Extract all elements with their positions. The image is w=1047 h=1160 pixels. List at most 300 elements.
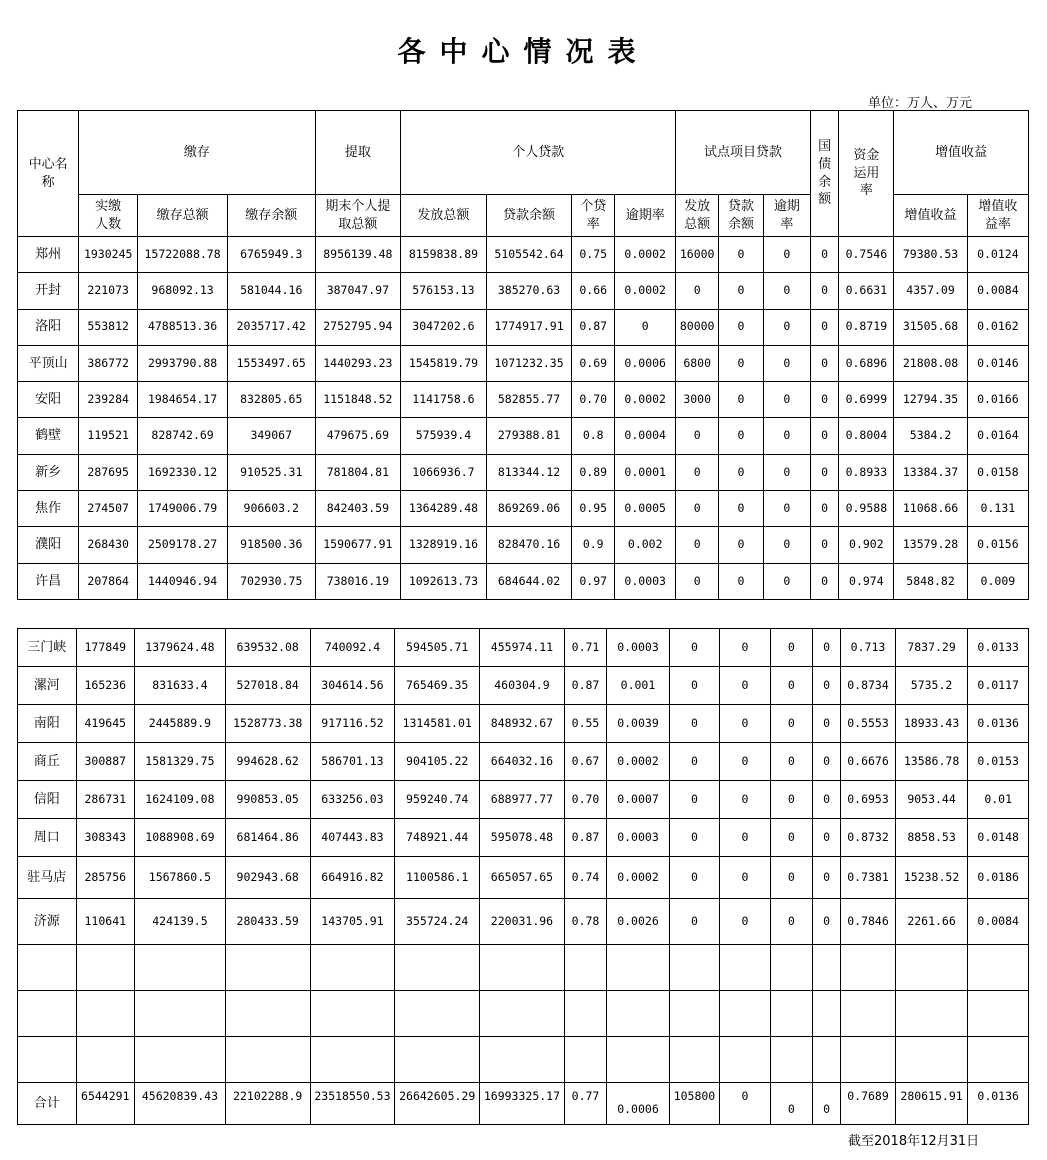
table-cell: 0.0164 bbox=[967, 418, 1028, 454]
table-cell bbox=[607, 991, 670, 1037]
table-cell: 0 bbox=[770, 667, 812, 705]
table-cell bbox=[720, 1037, 770, 1083]
row-label bbox=[18, 991, 77, 1037]
table-cell: 455974.11 bbox=[480, 629, 565, 667]
table-cell: 0 bbox=[669, 857, 719, 899]
table-cell: 23518550.53 bbox=[310, 1083, 395, 1125]
table-cell: 918500.36 bbox=[227, 527, 315, 563]
table-row bbox=[18, 418, 1029, 454]
table-cell: 0 bbox=[763, 309, 810, 345]
table-cell bbox=[564, 945, 606, 991]
table-cell: 0 bbox=[813, 819, 841, 857]
table-cell: 11068.66 bbox=[894, 491, 967, 527]
table-cell: 0.97 bbox=[572, 563, 615, 599]
table-cell: 639532.08 bbox=[225, 629, 310, 667]
table-row bbox=[18, 563, 1029, 599]
table-cell: 0.71 bbox=[564, 629, 606, 667]
table-cell: 0 bbox=[676, 418, 719, 454]
table-cell: 0.0039 bbox=[607, 705, 670, 743]
row-label: 开封 bbox=[18, 273, 79, 309]
table-cell: 143705.91 bbox=[310, 899, 395, 945]
table-row bbox=[18, 309, 1029, 345]
table-cell: 280433.59 bbox=[225, 899, 310, 945]
table-row bbox=[18, 743, 1029, 781]
table-cell: 1379624.48 bbox=[135, 629, 226, 667]
table-row bbox=[18, 705, 1029, 743]
table-cell: 0.75 bbox=[572, 237, 615, 273]
table-cell: 280615.91 bbox=[895, 1083, 968, 1125]
table-cell: 0 bbox=[813, 629, 841, 667]
row-label: 许昌 bbox=[18, 563, 79, 599]
row-label: 周口 bbox=[18, 819, 77, 857]
table-cell: 0.9 bbox=[572, 527, 615, 563]
table-cell: 0 bbox=[813, 899, 841, 945]
table-cell: 0.131 bbox=[967, 491, 1028, 527]
table-cell: 0 bbox=[719, 273, 764, 309]
table-cell: 3047202.6 bbox=[401, 309, 487, 345]
table-cell: 765469.35 bbox=[395, 667, 480, 705]
row-label: 平顶山 bbox=[18, 345, 79, 381]
table-cell: 13579.28 bbox=[894, 527, 967, 563]
table-cell: 0.0124 bbox=[967, 237, 1028, 273]
table-cell: 0 bbox=[770, 781, 812, 819]
table-cell: 594505.71 bbox=[395, 629, 480, 667]
table-row bbox=[18, 382, 1029, 418]
table-cell: 0 bbox=[720, 1083, 770, 1125]
table-cell: 304614.56 bbox=[310, 667, 395, 705]
table-cell: 0 bbox=[763, 418, 810, 454]
table-cell: 0.7689 bbox=[841, 1083, 895, 1125]
table-cell: 0.67 bbox=[564, 743, 606, 781]
table-cell: 0.7846 bbox=[841, 899, 895, 945]
table-cell: 0 bbox=[719, 309, 764, 345]
table-cell: 0.0002 bbox=[607, 743, 670, 781]
table-cell: 582855.77 bbox=[486, 382, 572, 418]
table-cell: 16000 bbox=[676, 237, 719, 273]
table-cell: 1590677.91 bbox=[315, 527, 401, 563]
summary-table-top bbox=[17, 110, 1029, 600]
table-row bbox=[18, 945, 1029, 991]
table-cell: 0.74 bbox=[564, 857, 606, 899]
table-cell: 595078.48 bbox=[480, 819, 565, 857]
table-cell: 355724.24 bbox=[395, 899, 480, 945]
unit-label: 单位：万人、万元 bbox=[868, 96, 973, 111]
table-row bbox=[18, 237, 1029, 273]
table-cell: 0 bbox=[763, 237, 810, 273]
table-cell: 740092.4 bbox=[310, 629, 395, 667]
table-cell: 45620839.43 bbox=[135, 1083, 226, 1125]
table-cell: 0 bbox=[720, 705, 770, 743]
table-cell: 813344.12 bbox=[486, 454, 572, 490]
table-cell: 0 bbox=[763, 345, 810, 381]
table-cell: 300887 bbox=[76, 743, 135, 781]
table-cell: 18933.43 bbox=[895, 705, 968, 743]
row-label: 新乡 bbox=[18, 454, 79, 490]
table-cell: 748921.44 bbox=[395, 819, 480, 857]
table-cell: 681464.86 bbox=[225, 819, 310, 857]
table-cell bbox=[669, 991, 719, 1037]
table-cell: 0.0007 bbox=[607, 781, 670, 819]
table-cell: 22102288.9 bbox=[225, 1083, 310, 1125]
table-cell: 0 bbox=[763, 527, 810, 563]
row-label: 郑州 bbox=[18, 237, 79, 273]
table-cell: 1328919.16 bbox=[401, 527, 487, 563]
table-row bbox=[18, 1083, 1029, 1125]
table-cell: 959240.74 bbox=[395, 781, 480, 819]
table-cell: 0 bbox=[719, 527, 764, 563]
table-row bbox=[18, 345, 1029, 381]
table-row bbox=[18, 491, 1029, 527]
table-cell: 2509178.27 bbox=[138, 527, 228, 563]
table-cell: 31505.68 bbox=[894, 309, 967, 345]
table-cell: 0 bbox=[720, 781, 770, 819]
table-cell bbox=[395, 1037, 480, 1083]
table-cell: 581044.16 bbox=[227, 273, 315, 309]
row-label: 漯河 bbox=[18, 667, 77, 705]
table-cell: 832805.65 bbox=[227, 382, 315, 418]
table-cell: 869269.06 bbox=[486, 491, 572, 527]
table-cell: 2993790.88 bbox=[138, 345, 228, 381]
table-cell: 910525.31 bbox=[227, 454, 315, 490]
table-cell: 664916.82 bbox=[310, 857, 395, 899]
table-cell: 0.0002 bbox=[615, 273, 676, 309]
table-cell: 220031.96 bbox=[480, 899, 565, 945]
table-cell: 0 bbox=[719, 345, 764, 381]
table-cell: 0 bbox=[669, 819, 719, 857]
table-cell: 904105.22 bbox=[395, 743, 480, 781]
header-withdraw: 提取 bbox=[315, 111, 401, 195]
table-cell: 0 bbox=[719, 382, 764, 418]
table-cell: 239284 bbox=[79, 382, 138, 418]
table-cell: 842403.59 bbox=[315, 491, 401, 527]
row-label: 三门峡 bbox=[18, 629, 77, 667]
subheader-pilot-overdue: 逾期率 bbox=[763, 195, 810, 237]
row-label: 安阳 bbox=[18, 382, 79, 418]
table-cell: 0.0186 bbox=[968, 857, 1029, 899]
table-cell: 1151848.52 bbox=[315, 382, 401, 418]
table-cell bbox=[813, 991, 841, 1037]
table-cell: 688977.77 bbox=[480, 781, 565, 819]
table-cell: 4357.09 bbox=[894, 273, 967, 309]
table-cell: 0.0136 bbox=[968, 705, 1029, 743]
table-cell: 0 bbox=[676, 563, 719, 599]
table-cell: 1624109.08 bbox=[135, 781, 226, 819]
table-cell: 0 bbox=[676, 454, 719, 490]
table-cell: 664032.16 bbox=[480, 743, 565, 781]
table-cell bbox=[564, 991, 606, 1037]
table-cell bbox=[841, 945, 895, 991]
subheader-loan-balance: 贷款余额 bbox=[486, 195, 572, 237]
table-cell bbox=[76, 945, 135, 991]
table-cell: 781804.81 bbox=[315, 454, 401, 490]
table-cell: 0 bbox=[763, 382, 810, 418]
table-cell: 13586.78 bbox=[895, 743, 968, 781]
table-cell: 2752795.94 bbox=[315, 309, 401, 345]
table-cell: 0 bbox=[719, 563, 764, 599]
table-cell: 0.0084 bbox=[967, 273, 1028, 309]
row-label bbox=[18, 945, 77, 991]
footer-date: 截至2018年12月31日 bbox=[848, 1134, 980, 1149]
table-cell bbox=[770, 991, 812, 1037]
table-cell: 0.0004 bbox=[615, 418, 676, 454]
table-cell: 1749006.79 bbox=[138, 491, 228, 527]
table-cell: 0.8734 bbox=[841, 667, 895, 705]
subheader-withdraw-total: 期末个人提取总额 bbox=[315, 195, 401, 237]
table-cell: 0.95 bbox=[572, 491, 615, 527]
table-cell: 0 bbox=[810, 563, 839, 599]
table-cell: 8956139.48 bbox=[315, 237, 401, 273]
table-cell: 0.0002 bbox=[607, 857, 670, 899]
table-row bbox=[18, 857, 1029, 899]
table-cell: 0.0166 bbox=[967, 382, 1028, 418]
table-cell: 386772 bbox=[79, 345, 138, 381]
header-bond-balance: 国债余额 bbox=[810, 111, 839, 237]
table-cell: 6544291 bbox=[76, 1083, 135, 1125]
table-cell: 0.70 bbox=[572, 382, 615, 418]
table-cell: 0.902 bbox=[839, 527, 894, 563]
table-cell: 828742.69 bbox=[138, 418, 228, 454]
table-cell: 1774917.91 bbox=[486, 309, 572, 345]
table-cell: 460304.9 bbox=[480, 667, 565, 705]
table-cell: 994628.62 bbox=[225, 743, 310, 781]
table-cell bbox=[480, 945, 565, 991]
table-row bbox=[18, 781, 1029, 819]
table-cell: 0 bbox=[813, 667, 841, 705]
table-cell: 80000 bbox=[676, 309, 719, 345]
table-cell: 0.5553 bbox=[841, 705, 895, 743]
table-cell: 0 bbox=[676, 273, 719, 309]
table-cell: 5848.82 bbox=[894, 563, 967, 599]
table-cell: 0.55 bbox=[564, 705, 606, 743]
table-cell: 349067 bbox=[227, 418, 315, 454]
table-cell bbox=[76, 991, 135, 1037]
subheader-deposit-balance: 缴存余额 bbox=[227, 195, 315, 237]
table-cell: 0.0002 bbox=[615, 382, 676, 418]
row-label: 南阳 bbox=[18, 705, 77, 743]
table-cell: 553812 bbox=[79, 309, 138, 345]
subheader-pilot-issued: 发放总额 bbox=[676, 195, 719, 237]
table-cell: 0 bbox=[810, 454, 839, 490]
header-deposit: 缴存 bbox=[79, 111, 315, 195]
table-cell: 479675.69 bbox=[315, 418, 401, 454]
table-cell: 15238.52 bbox=[895, 857, 968, 899]
row-label: 濮阳 bbox=[18, 527, 79, 563]
table-cell: 4788513.36 bbox=[138, 309, 228, 345]
table-cell: 0 bbox=[770, 899, 812, 945]
table-cell bbox=[895, 945, 968, 991]
table-cell: 0 bbox=[810, 527, 839, 563]
subheader-value-added-rate: 增值收益率 bbox=[967, 195, 1028, 237]
table-cell: 1066936.7 bbox=[401, 454, 487, 490]
table-cell: 0 bbox=[719, 418, 764, 454]
table-cell: 268430 bbox=[79, 527, 138, 563]
table-cell: 0 bbox=[669, 629, 719, 667]
table-cell bbox=[770, 945, 812, 991]
table-cell: 0 bbox=[615, 309, 676, 345]
table-cell: 0.0153 bbox=[968, 743, 1029, 781]
table-cell: 424139.5 bbox=[135, 899, 226, 945]
table-cell: 0.0001 bbox=[615, 454, 676, 490]
table-cell: 1553497.65 bbox=[227, 345, 315, 381]
table-cell: 79380.53 bbox=[894, 237, 967, 273]
table-cell: 0.70 bbox=[564, 781, 606, 819]
table-cell: 2261.66 bbox=[895, 899, 968, 945]
table-cell: 1141758.6 bbox=[401, 382, 487, 418]
table-cell: 917116.52 bbox=[310, 705, 395, 743]
table-cell: 21808.08 bbox=[894, 345, 967, 381]
table-cell: 1581329.75 bbox=[135, 743, 226, 781]
table-cell: 0 bbox=[770, 629, 812, 667]
subheader-loan-ratio: 个贷率 bbox=[572, 195, 615, 237]
table-cell: 576153.13 bbox=[401, 273, 487, 309]
table-cell: 5735.2 bbox=[895, 667, 968, 705]
table-cell: 0 bbox=[669, 781, 719, 819]
table-cell: 279388.81 bbox=[486, 418, 572, 454]
table-cell: 0.009 bbox=[967, 563, 1028, 599]
table-cell: 0 bbox=[810, 237, 839, 273]
table-row bbox=[18, 629, 1029, 667]
table-cell bbox=[669, 945, 719, 991]
header-fund-usage: 资金运用率 bbox=[839, 111, 894, 237]
table-cell: 828470.16 bbox=[486, 527, 572, 563]
table-cell bbox=[225, 991, 310, 1037]
table-cell: 0.6676 bbox=[841, 743, 895, 781]
table-cell bbox=[607, 1037, 670, 1083]
table-cell: 1528773.38 bbox=[225, 705, 310, 743]
table-cell: 165236 bbox=[76, 667, 135, 705]
table-cell: 9053.44 bbox=[895, 781, 968, 819]
table-cell: 0.002 bbox=[615, 527, 676, 563]
table-cell: 1440293.23 bbox=[315, 345, 401, 381]
table-cell: 0 bbox=[720, 899, 770, 945]
row-label bbox=[18, 1037, 77, 1083]
header-pilot-loan: 试点项目贷款 bbox=[676, 111, 811, 195]
table-cell bbox=[310, 945, 395, 991]
table-cell: 0.01 bbox=[968, 781, 1029, 819]
table-cell bbox=[968, 945, 1029, 991]
table-cell bbox=[968, 1037, 1029, 1083]
table-cell: 1545819.79 bbox=[401, 345, 487, 381]
table-cell: 0 bbox=[770, 1083, 812, 1125]
table-cell: 221073 bbox=[79, 273, 138, 309]
table-cell: 0.8719 bbox=[839, 309, 894, 345]
table-cell: 0 bbox=[669, 667, 719, 705]
table-cell: 16993325.17 bbox=[480, 1083, 565, 1125]
table-cell: 0.6896 bbox=[839, 345, 894, 381]
table-cell: 0.9588 bbox=[839, 491, 894, 527]
table-cell: 1364289.48 bbox=[401, 491, 487, 527]
row-label: 信阳 bbox=[18, 781, 77, 819]
table-cell: 7837.29 bbox=[895, 629, 968, 667]
table-cell: 0.713 bbox=[841, 629, 895, 667]
table-cell: 0.0026 bbox=[607, 899, 670, 945]
table-cell: 0 bbox=[813, 1083, 841, 1125]
table-cell: 684644.02 bbox=[486, 563, 572, 599]
table-cell: 0 bbox=[720, 857, 770, 899]
table-cell: 0 bbox=[810, 273, 839, 309]
table-row bbox=[18, 1037, 1029, 1083]
table-cell: 1092613.73 bbox=[401, 563, 487, 599]
table-row bbox=[18, 273, 1029, 309]
table-row bbox=[18, 527, 1029, 563]
table-cell: 419645 bbox=[76, 705, 135, 743]
table-cell bbox=[310, 1037, 395, 1083]
subheader-overdue-rate: 逾期率 bbox=[615, 195, 676, 237]
table-cell: 0.78 bbox=[564, 899, 606, 945]
table-cell bbox=[841, 1037, 895, 1083]
table-cell: 0 bbox=[719, 491, 764, 527]
table-cell: 0.0156 bbox=[967, 527, 1028, 563]
table-cell bbox=[480, 1037, 565, 1083]
table-cell: 0.66 bbox=[572, 273, 615, 309]
table-cell: 0 bbox=[669, 743, 719, 781]
table-cell: 0.0003 bbox=[607, 629, 670, 667]
table-cell: 0 bbox=[763, 563, 810, 599]
table-cell: 0 bbox=[810, 382, 839, 418]
table-cell: 0 bbox=[810, 491, 839, 527]
table-cell: 0 bbox=[720, 819, 770, 857]
table-cell: 0 bbox=[719, 454, 764, 490]
subheader-loan-issued: 发放总额 bbox=[401, 195, 487, 237]
table-cell: 0 bbox=[770, 705, 812, 743]
table-cell: 902943.68 bbox=[225, 857, 310, 899]
table-cell: 15722088.78 bbox=[138, 237, 228, 273]
table-cell bbox=[135, 991, 226, 1037]
table-cell: 831633.4 bbox=[135, 667, 226, 705]
table-cell: 0 bbox=[763, 273, 810, 309]
table-cell: 0 bbox=[720, 667, 770, 705]
table-cell bbox=[135, 945, 226, 991]
table-cell: 385270.63 bbox=[486, 273, 572, 309]
row-label: 济源 bbox=[18, 899, 77, 945]
table-cell: 12794.35 bbox=[894, 382, 967, 418]
row-label: 鹤壁 bbox=[18, 418, 79, 454]
table-cell: 26642605.29 bbox=[395, 1083, 480, 1125]
table-cell bbox=[968, 991, 1029, 1037]
table-cell: 0.0136 bbox=[968, 1083, 1029, 1125]
subheader-value-added: 增值收益 bbox=[894, 195, 967, 237]
table-cell: 665057.65 bbox=[480, 857, 565, 899]
table-cell: 968092.13 bbox=[138, 273, 228, 309]
table-cell: 0.7381 bbox=[841, 857, 895, 899]
table-cell: 0.8732 bbox=[841, 819, 895, 857]
table-cell: 0 bbox=[676, 491, 719, 527]
table-cell bbox=[564, 1037, 606, 1083]
table-cell: 0 bbox=[810, 418, 839, 454]
row-label: 驻马店 bbox=[18, 857, 77, 899]
table-row bbox=[18, 819, 1029, 857]
table-cell: 119521 bbox=[79, 418, 138, 454]
table-cell: 0.974 bbox=[839, 563, 894, 599]
table-cell: 2445889.9 bbox=[135, 705, 226, 743]
table-cell bbox=[225, 1037, 310, 1083]
table-row bbox=[18, 454, 1029, 490]
table-cell: 527018.84 bbox=[225, 667, 310, 705]
table-row bbox=[18, 991, 1029, 1037]
table-cell: 274507 bbox=[79, 491, 138, 527]
table-cell: 0.0006 bbox=[607, 1083, 670, 1125]
table-cell: 387047.97 bbox=[315, 273, 401, 309]
table-cell: 0.87 bbox=[564, 667, 606, 705]
table-cell bbox=[841, 991, 895, 1037]
row-label: 商丘 bbox=[18, 743, 77, 781]
table-cell: 5384.2 bbox=[894, 418, 967, 454]
table-cell: 1071232.35 bbox=[486, 345, 572, 381]
table-cell: 6800 bbox=[676, 345, 719, 381]
table-cell: 287695 bbox=[79, 454, 138, 490]
table-cell: 1567860.5 bbox=[135, 857, 226, 899]
table-cell: 105800 bbox=[669, 1083, 719, 1125]
